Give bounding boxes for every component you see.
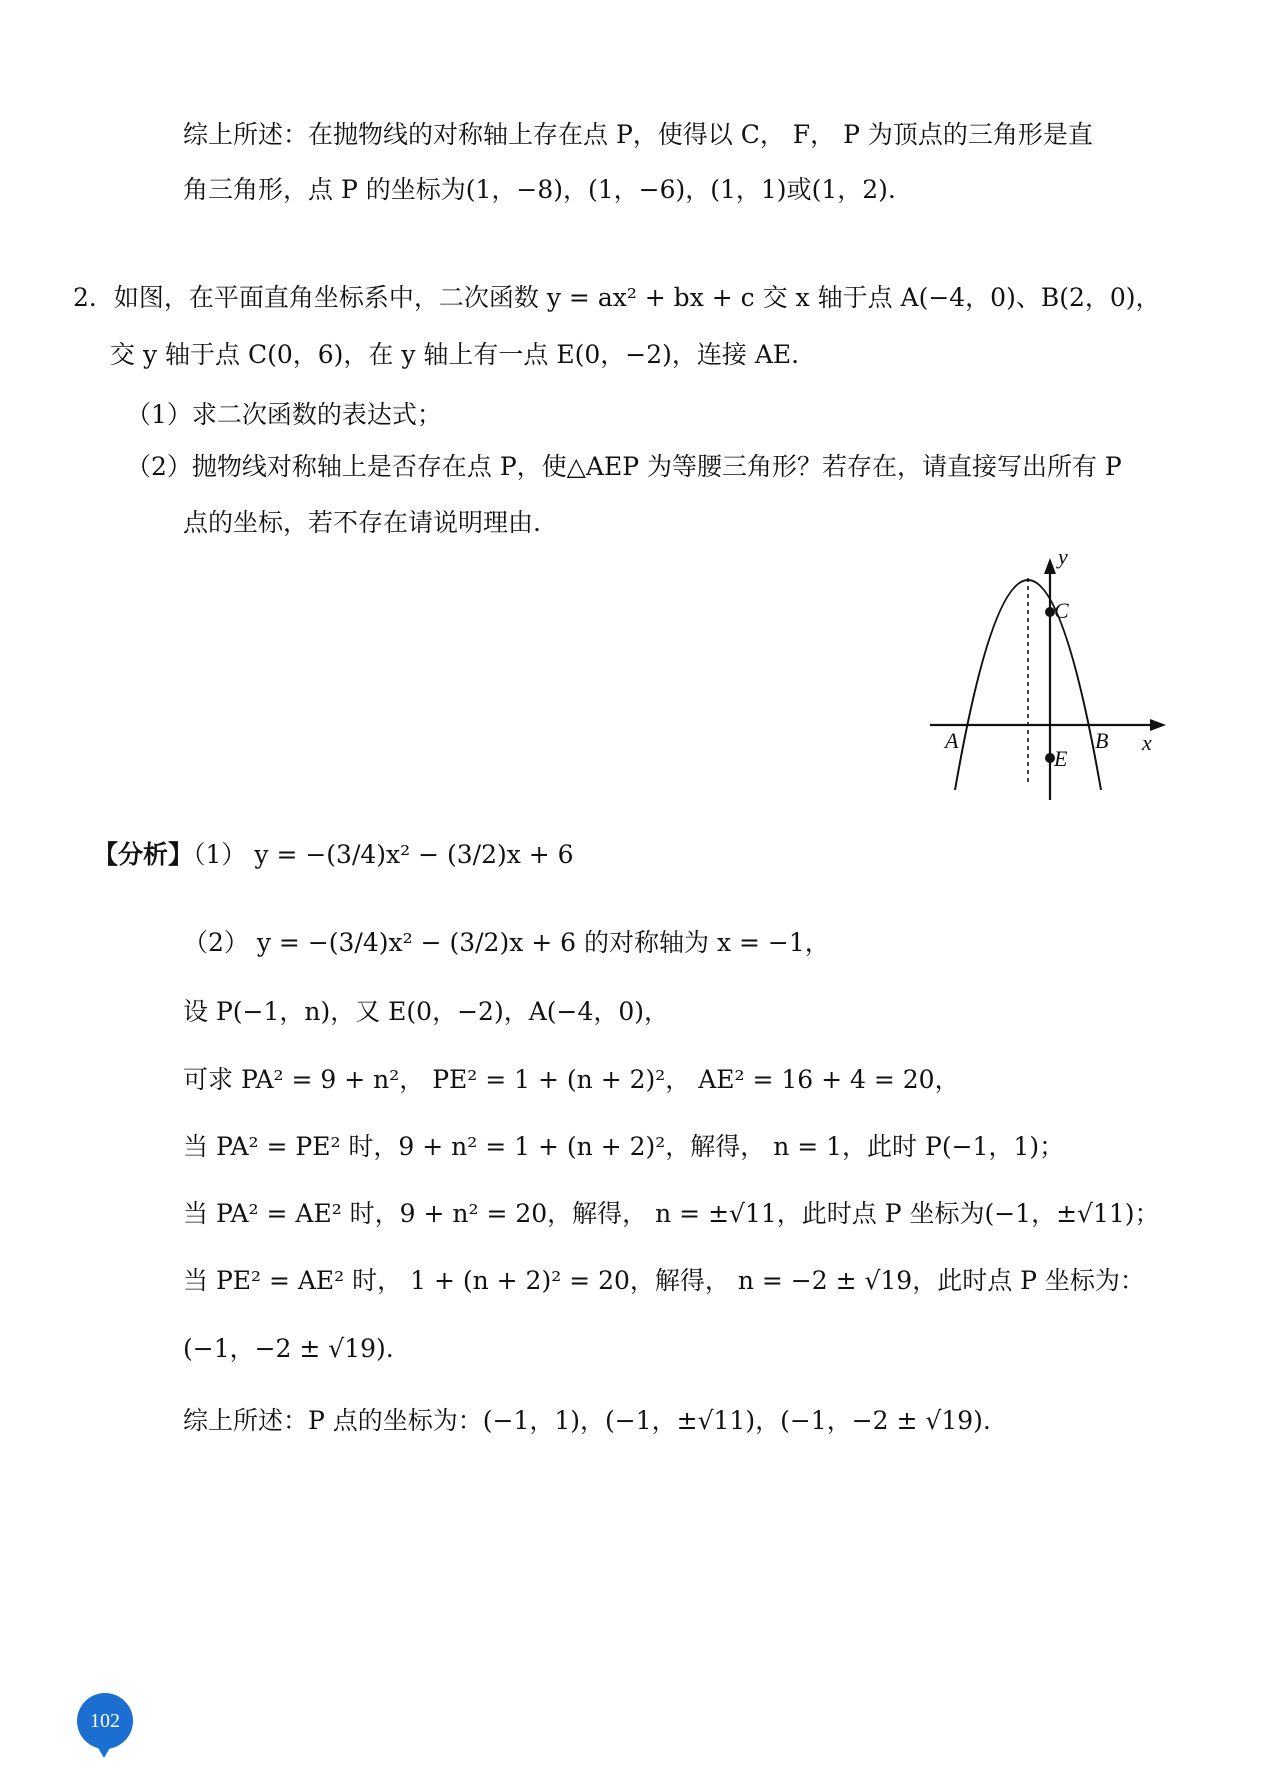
analysis-calc-line: 可求 PA² = 9 + n²， PE² = 1 + (n + 2)²， AE² = 16 + 4 = 20，: [183, 1065, 960, 1094]
page-number: 102: [90, 1709, 120, 1732]
question-2-line-1: （2）抛物线对称轴上是否存在点 P，使△AEP 为等腰三角形？若存在，请直接写出所有 P: [126, 452, 1122, 481]
y-axis-arrow: [1044, 558, 1056, 574]
x-axis-arrow: [1150, 719, 1166, 731]
page-number-badge: [77, 1693, 133, 1749]
analysis-part-1-text: （1） y = −(3/4)x² − (3/2)x + 6: [193, 840, 574, 869]
analysis-part-1: [93, 838, 574, 872]
parabola-figure: [930, 550, 1180, 800]
label-x: x: [1142, 730, 1152, 755]
prev-conclusion-line-2: 角三角形，点 P 的坐标为(1，−8)，(1，−6)，(1，1)或(1，2).: [183, 175, 896, 204]
analysis-case-1: 当 PA² = PE² 时，9 + n² = 1 + (n + 2)²，解得， n = 1，此时 P(−1，1)；: [183, 1132, 1065, 1161]
label-y: y: [1058, 550, 1068, 569]
analysis-conclusion: 综上所述：P 点的坐标为：(−1，1)，(−1，±√11)，(−1，−2 ± √19).: [183, 1406, 991, 1435]
label-c: C: [1054, 598, 1069, 623]
question-2-line-2: 点的坐标，若不存在请说明理由.: [183, 508, 541, 537]
prev-conclusion-line-1: 综上所述：在抛物线的对称轴上存在点 P，使得以 C， F， P 为顶点的三角形是直: [183, 120, 1093, 149]
analysis-case-3-line-1: 当 PE² = AE² 时， 1 + (n + 2)² = 20，解得， n = −2 ± √19，此时点 P 坐标为：: [183, 1266, 1145, 1295]
problem-2-stem-line-1: 2．如图，在平面直角坐标系中，二次函数 y = ax² + bx + c 交 x 轴于点 A(−4，0)、B(2，0)，: [73, 283, 1161, 312]
problem-2-stem-line-2: 交 y 轴于点 C(0，6)，在 y 轴上有一点 E(0，−2)，连接 AE.: [110, 340, 800, 369]
analysis-case-2: 当 PA² = AE² 时，9 + n² = 20，解得， n = ±√11，此时点 P 坐标为(−1，±√11)；: [183, 1199, 1160, 1228]
analysis-label: 【分析】: [93, 840, 194, 869]
analysis-set-line: 设 P(−1，n)，又 E(0，−2)，A(−4，0)，: [183, 997, 670, 1026]
analysis-part-2: （2） y = −(3/4)x² − (3/2)x + 6 的对称轴为 x = −1，: [183, 928, 830, 957]
label-b: B: [1095, 728, 1109, 753]
question-1: （1）求二次函数的表达式；: [126, 400, 442, 429]
label-e: E: [1054, 746, 1068, 771]
label-a: A: [945, 728, 959, 753]
analysis-case-3-line-2: (−1，−2 ± √19).: [183, 1334, 394, 1363]
